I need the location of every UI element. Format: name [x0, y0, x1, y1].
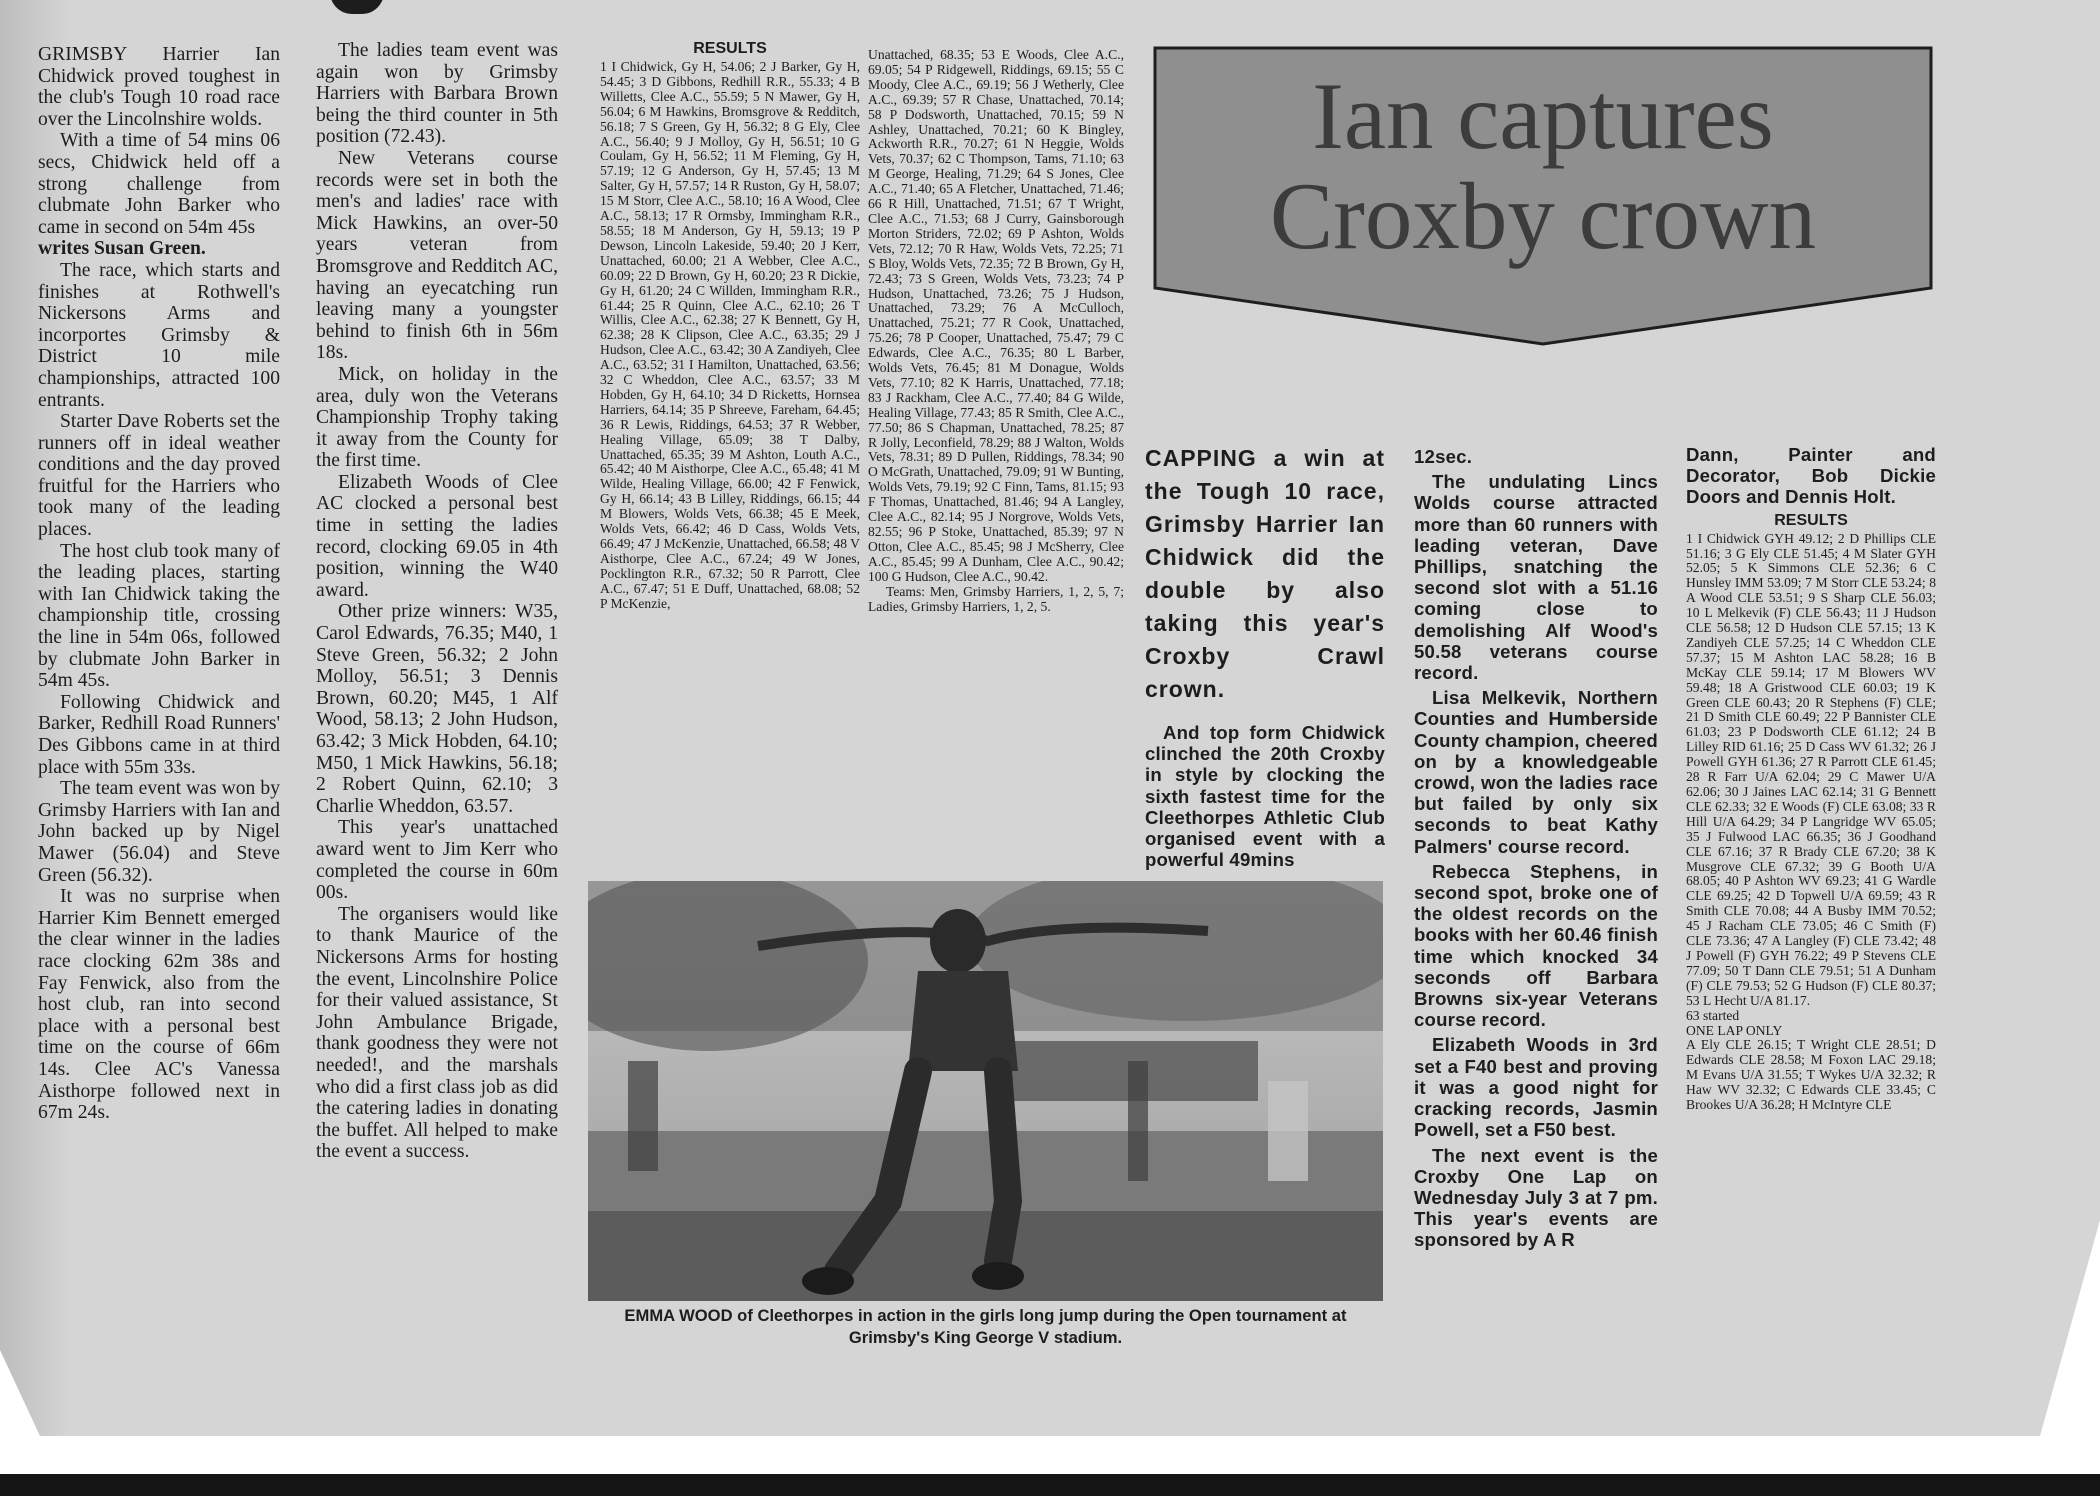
article-paragraph: The organisers would like to thank Maurice of the Nickersons Arms for hosting the event, Lincolnshire Police for their valued assistance, St John Ambulance Brigade, thank goodness they were not needed!, and the marshals who did a first class job as did the catering ladies in donating the buffet. All helped to make the event a success.	[316, 903, 558, 1163]
article-paragraph: Other prize winners: W35, Carol Edwards, 76.35; M40, 1 Steve Green, 56.32; 2 John Molloy, 56.51; 3 Dennis Brown, 60.20; M45, 1 Alf Wood, 58.13; 2 John Hudson, 63.42; 3 Mick Hobden, 64.10; M50, 1 Mick Hawkins, 56.18; 2 Robert Quinn, 62.10; 3 Charlie Wheddon, 63.57.	[316, 601, 558, 817]
article-paragraph: Mick, on holiday in the area, duly won the Veterans Championship Trophy taking it away from the County for the first time.	[316, 363, 558, 472]
long-jump-photo-image	[588, 881, 1383, 1301]
article-paragraph: Elizabeth Woods of Clee AC clocked a personal best time in setting the ladies record, clocking 69.05 in 4th position, winning the W40 award.	[316, 471, 558, 601]
byline: writes Susan Green.	[38, 238, 206, 260]
lede-paragraph: CAPPING a win at the Tough 10 race, Grimsby Harrier Ian Chidwick did the double by also taking this year's Croxby Crawl crown.	[1145, 445, 1385, 702]
cut-off-headline-fragment	[330, 0, 384, 14]
headline-line-1: Ian captures	[1312, 63, 1774, 169]
article-paragraph: Rebecca Stephens, in second spot, broke one of the oldest records on the books with her 60.46 finish time which knocked 34 seconds off Barbara Browns six-year Veterans course record.	[1414, 860, 1658, 1031]
results-teams: Teams: Men, Grimsby Harriers, 1, 2, 5, 7; Ladies, Grimsby Harriers, 1, 2, 5.	[868, 583, 1124, 614]
results-text: Unattached, 68.35; 53 E Woods, Clee A.C., 69.05; 54 P Ridgewell, Riddings, 69.15; 55 C Moody, Clee A.C., 69.19; 56 J Wetherly, Clee A.C., 69.39; 57 R Chase, Unattached, 70.14; 58 P Dodsworth, Unattached, 70.15; 59 N Ashley, Unattached, 70.21; 60 K Bingley, Ackworth R.R., 70.27; 61 N Heggie, Wolds Vets, 70.37; 62 C Thompson, Tams, 71.10; 63 M George, Healing, 71.29; 64 S Jones, Clee A.C., 71.40; 65 A Fletcher, Unattached, 71.46; 66 R Hill, Unattached, 71.51; 67 T Wright, Clee A.C., 71.53; 68 J Curry, Gainsborough Morton Striders, 72.02; 69 P Ashton, Wolds Vets, 72.12; 70 R Haw, Wolds Vets, 72.25; 71 S Bloy, Wolds Vets, 72.35; 72 B Brown, Gy H, 72.43; 73 S Green, Wolds Vets, 73.23; 74 P Hudson, Unattached, 73.26; 75 J Hudson, Unattached, 73.29; 76 A McCulloch, Unattached, 75.21; 77 R Cook, Unattached, 75.26; 78 P Cooper, Unattached, 75.47; 79 C Edwards, Clee A.C., 76.35; 80 L Barber, Wolds Vets, 76.45; 81 M Donague, Wolds Vets, 77.10; 82 K Harris, Unattached, 77.18; 83 J Rackham, Clee A.C., 77.40; 84 G Wilde, Healing Village, 77.43; 85 R Smith, Clee A.C., 77.50; 86 S Chapman, Unattached, 78.25; 87 R Jolly, Leconfield, 78.29; 88 J Walton, Wolds Vets, 78.31; 89 D Pullen, Riddings, 78.34; 90 O McGrath, Unattached, 79.09; 91 W Bunting, Wolds Vets, 79.19; 92 C Finn, Tams, 81.15; 93 F Thomas, Unattached, 81.46; 94 A Langley, Clee A.C., 82.14; 95 J Norgrove, Wolds Vets, 82.55; 96 P Stoke, Unattached, 85.39; 97 N Otton, Clee A.C., 85.45; 98 J McSherry, Clee A.C., 85.45; 99 A Dunham, Clee A.C., 90.42; 100 G Hudson, Clee A.C., 90.42.	[868, 47, 1124, 584]
one-lap-results: A Ely CLE 26.15; T Wright CLE 28.51; D Edwards CLE 28.58; M Foxon LAC 29.18; M Evans U/A 31.55; T Wykes U/A 32.32; R Haw WV 32.32; C Edwards CLE 33.45; C Brookes U/A 36.28; H McIntyre CLE	[1686, 1037, 1936, 1113]
article-paragraph: The next event is the Croxby One Lap on Wednesday July 3 at 7 pm. This year's events are sponsored by A R	[1414, 1144, 1658, 1251]
results-column-b	[868, 48, 1124, 614]
article-paragraph: The undulating Lincs Wolds course attracted more than 60 runners with leading veteran, Dave Phillips, snatching the second slot with a 51.16 coming close to demolishing Alf Wood's 50.58 veterans course record.	[1414, 471, 1658, 684]
torn-corner	[2040, 1220, 2100, 1436]
article-paragraph: The team event was won by Grimsby Harriers with Ian and John backed up by Nigel Mawer (56.04) and Steve Green (56.32).	[38, 778, 280, 886]
article-right-text	[1145, 722, 1385, 870]
article-column-2	[316, 40, 558, 1163]
article-right-column-3	[1686, 444, 1936, 1113]
headline	[1153, 63, 1933, 269]
headline-line-2: Croxby crown	[1269, 163, 1817, 269]
article-paragraph: Elizabeth Woods in 3rd set a F40 best and proving it was a good night for cracking records, Jasmin Powell, set a F50 best.	[1414, 1034, 1658, 1141]
torn-edge	[0, 1350, 40, 1436]
article-paragraph: Lisa Melkevik, Northern Counties and Humberside County champion, cheered on by a knowledgeable crowd, won the ladies race but failed by only six seconds to beat Kathy Palmers' course record.	[1414, 687, 1658, 857]
one-lap-heading: ONE LAP ONLY	[1686, 1022, 1783, 1038]
article-paragraph: It was no surprise when Harrier Kim Bennett emerged the clear winner in the ladies race clocking 62m 38s and Fay Fenwick, also from the host club, ran into second place with a personal best time on the course of 66m 14s. Clee AC's Vanessa Aisthorpe followed next in 67m 24s.	[38, 886, 280, 1124]
article-right-column-1	[1145, 442, 1385, 874]
article-paragraph: The race, which starts and finishes at Rothwell's Nickersons Arms and incorportes Grimsby & District 10 mile championships, attracted 100 entrants.	[38, 259, 280, 411]
results-text: 1 I Chidwick GYH 49.12; 2 D Phillips CLE 51.16; 3 G Ely CLE 51.45; 4 M Slater GYH 52.05; 5 K Simmons CLE 52.36; 6 C Hunsley IMM 53.09; 7 M Storr CLE 53.24; 8 A Wood CLE 53.51; 9 S Sharp CLE 56.03; 10 L Melkevik (F) CLE 56.43; 11 J Hudson CLE 56.58; 12 D Hudson CLE 57.15; 13 K Zandiyeh CLE 57.25; 14 C Wheddon CLE 57.37; 15 M Ashton LAC 58.28; 16 B McKay CLE 59.14; 17 M Blowers WV 59.48; 18 A Gristwood CLE 60.03; 19 K Green CLE 60.43; 20 R Stephens (F) CLE; 21 D Smith CLE 60.49; 22 P Bannister CLE 61.03; 23 P Dodsworth CLE 61.12; 24 B Lilley RID 61.16; 25 D Cass WV 61.32; 26 J Powell GYH 61.36; 27 R Parrott CLE 61.45; 28 R Farr U/A 62.04; 29 C Mawer U/A 62.06; 30 J Jaines LAC 62.14; 31 G Bennett CLE 62.33; 32 E Woods (F) CLE 63.08; 33 R Hill U/A 64.29; 34 P Langridge WV 65.05; 35 J Fulwood LAC 66.35; 36 J Goodhand CLE 67.16; 37 R Brady CLE 67.20; 38 K Musgrove CLE 67.32; 39 G Booth U/A 68.05; 40 P Ashton WV 69.23; 41 G Wardle CLE 69.25; 42 D Topwell U/A 69.59; 43 R Smith CLE 70.08; 44 A Busby IMM 70.52; 45 J Racham CLE 73.05; 46 C Smith (F) CLE 73.36; 47 A Langley (F) CLE 73.42; 48 J Powell (F) GYH 76.22; 49 P Stevens CLE 77.09; 50 T Dann CLE 79.51; 51 A Dunham (F) CLE 79.53; 52 G Hudson (F) CLE 80.37; 53 L Hecht U/A 81.17.	[1686, 530, 1936, 1008]
article-paragraph: Starter Dave Roberts set the runners off in ideal weather conditions and the day proved fruitful for the Harriers who took many of the leading places.	[38, 411, 280, 541]
results-text: 1 I Chidwick, Gy H, 54.06; 2 J Barker, Gy H, 54.45; 3 D Gibbons, Redhill R.R., 55.33; 4 B Willetts, Clee A.C., 55.59; 5 N Mawer, Gy H, 56.04; 6 M Hawkins, Bromsgrove & Redditch, 56.18; 7 S Green, Gy H, 56.32; 8 G Ely, Clee A.C., 56.40; 9 J Molloy, Gy H, 56.51; 10 G Coulam, Gy H, 56.52; 11 M Fleming, Gy H, 57.19; 12 G Anderson, Gy H, 57.45; 13 M Salter, Gy H, 57.57; 14 R Ruston, Gy H, 58.07; 15 M Storr, Clee A.C., 58.10; 16 A Wood, Clee A.C., 58.13; 17 R Ormsby, Immingham R.R., 58.55; 18 M Anderson, Gy H, 59.13; 19 P Dewson, Lincoln Lakeside, 59.40; 20 J Kerr, Unattached, 60.00; 21 A Webber, Clee A.C., 60.09; 22 D Brown, Gy H, 60.20; 23 R Dickie, Gy H, 61.20; 24 C Willden, Immingham R.R., 61.44; 25 R Quinn, Clee A.C., 62.10; 26 T Willis, Clee A.C., 62.38; 27 K Bennett, Gy H, 62.38; 28 K Clipson, Clee A.C., 63.35; 29 J Hudson, Clee A.C., 63.42; 30 A Zandiyeh, Clee A.C., 63.52; 31 I Hamilton, Unattached, 63.56; 32 C Wheddon, Clee A.C., 63.57; 33 M Hobden, Gy H, 64.10; 34 D Ricketts, Hornsea Harriers, 64.14; 35 P Shreeve, Fareham, 64.45; 36 R Lewis, Riddings, 64.53; 37 R Webber, Healing Village, 65.09; 38 T Dalby, Unattached, 65.35; 39 M Ashton, Louth A.C., 65.42; 40 M Aisthorpe, Clee A.C., 65.48; 41 M Wilde, Healing Village, 66.00; 42 F Fenwick, Gy H, 66.14; 43 B Lilley, Riddings, 66.15; 44 M Blowers, Wolds Vets, 66.38; 45 E Meek, Wolds Vets, 66.42; 46 D Cass, Wolds Vets, 66.49; 47 J McKenzie, Unattached, 66.58; 48 V Aisthorpe, Clee A.C., 67.24; 49 W Jones, Pocklington R.R., 67.32; 50 R Parrott, Clee A.C., 67.47; 51 E Duff, Unattached, 68.08; 52 P McKenzie,	[600, 59, 860, 611]
article-paragraph: Dann, Painter and Decorator, Bob Dickie Doors and Dennis Holt.	[1686, 444, 1936, 508]
article-paragraph: And top form Chidwick clinched the 20th Croxby in style by clocking the sixth fastest time for the Cleethorpes Athletic Club organised event with a powerful 49mins	[1145, 722, 1385, 871]
article-paragraph: 12sec.	[1414, 446, 1473, 467]
long-jump-photo	[588, 881, 1383, 1301]
article-paragraph: With a time of 54 mins 06 secs, Chidwick held off a strong challenge from clubmate John Barker who came in second on 54m 45s	[38, 130, 280, 238]
article-right-column-2	[1414, 446, 1658, 1255]
article-paragraph: GRIMSBY Harrier Ian Chidwick proved toughest in the club's Tough 10 road race over the Lincolnshire wolds.	[38, 44, 280, 130]
article-paragraph: Following Chidwick and Barker, Redhill Road Runners' Des Gibbons came in at third place with 55m 33s.	[38, 691, 280, 778]
article-column-1	[38, 44, 280, 1124]
article-paragraph: New Veterans course records were set in both the men's and ladies' race with Mick Hawkins, an over-50 years veteran from Bromsgrove and Redditch AC, having an eyecatching run leaving many a youngster behind to finish 6th in 56m 18s.	[316, 147, 558, 364]
results-heading: RESULTS	[1774, 511, 1848, 529]
photo-caption: EMMA WOOD of Cleethorpes in action in the girls long jump during the Open tournament at Grimsby's King George V stadium.	[624, 1306, 1347, 1347]
results-column-a	[600, 40, 860, 612]
article-paragraph: The ladies team event was again won by Grimsby Harriers with Barbara Brown being the third counter in 5th position (72.43).	[316, 40, 558, 148]
results-started: 63 started	[1686, 1007, 1740, 1023]
results-heading: RESULTS	[693, 40, 767, 57]
article-paragraph: The host club took many of the leading places, starting with Ian Chidwick taking the championship title, crossing the line in 54m 06s, followed by clubmate John Barker in 54m 45s.	[38, 540, 280, 692]
sponsor-text	[1686, 444, 1936, 508]
scan-edge-bar	[0, 1474, 2100, 1496]
results-right	[1686, 512, 1936, 1113]
article-paragraph: This year's unattached award went to Jim Kerr who completed the course in 60m 00s.	[316, 817, 558, 904]
